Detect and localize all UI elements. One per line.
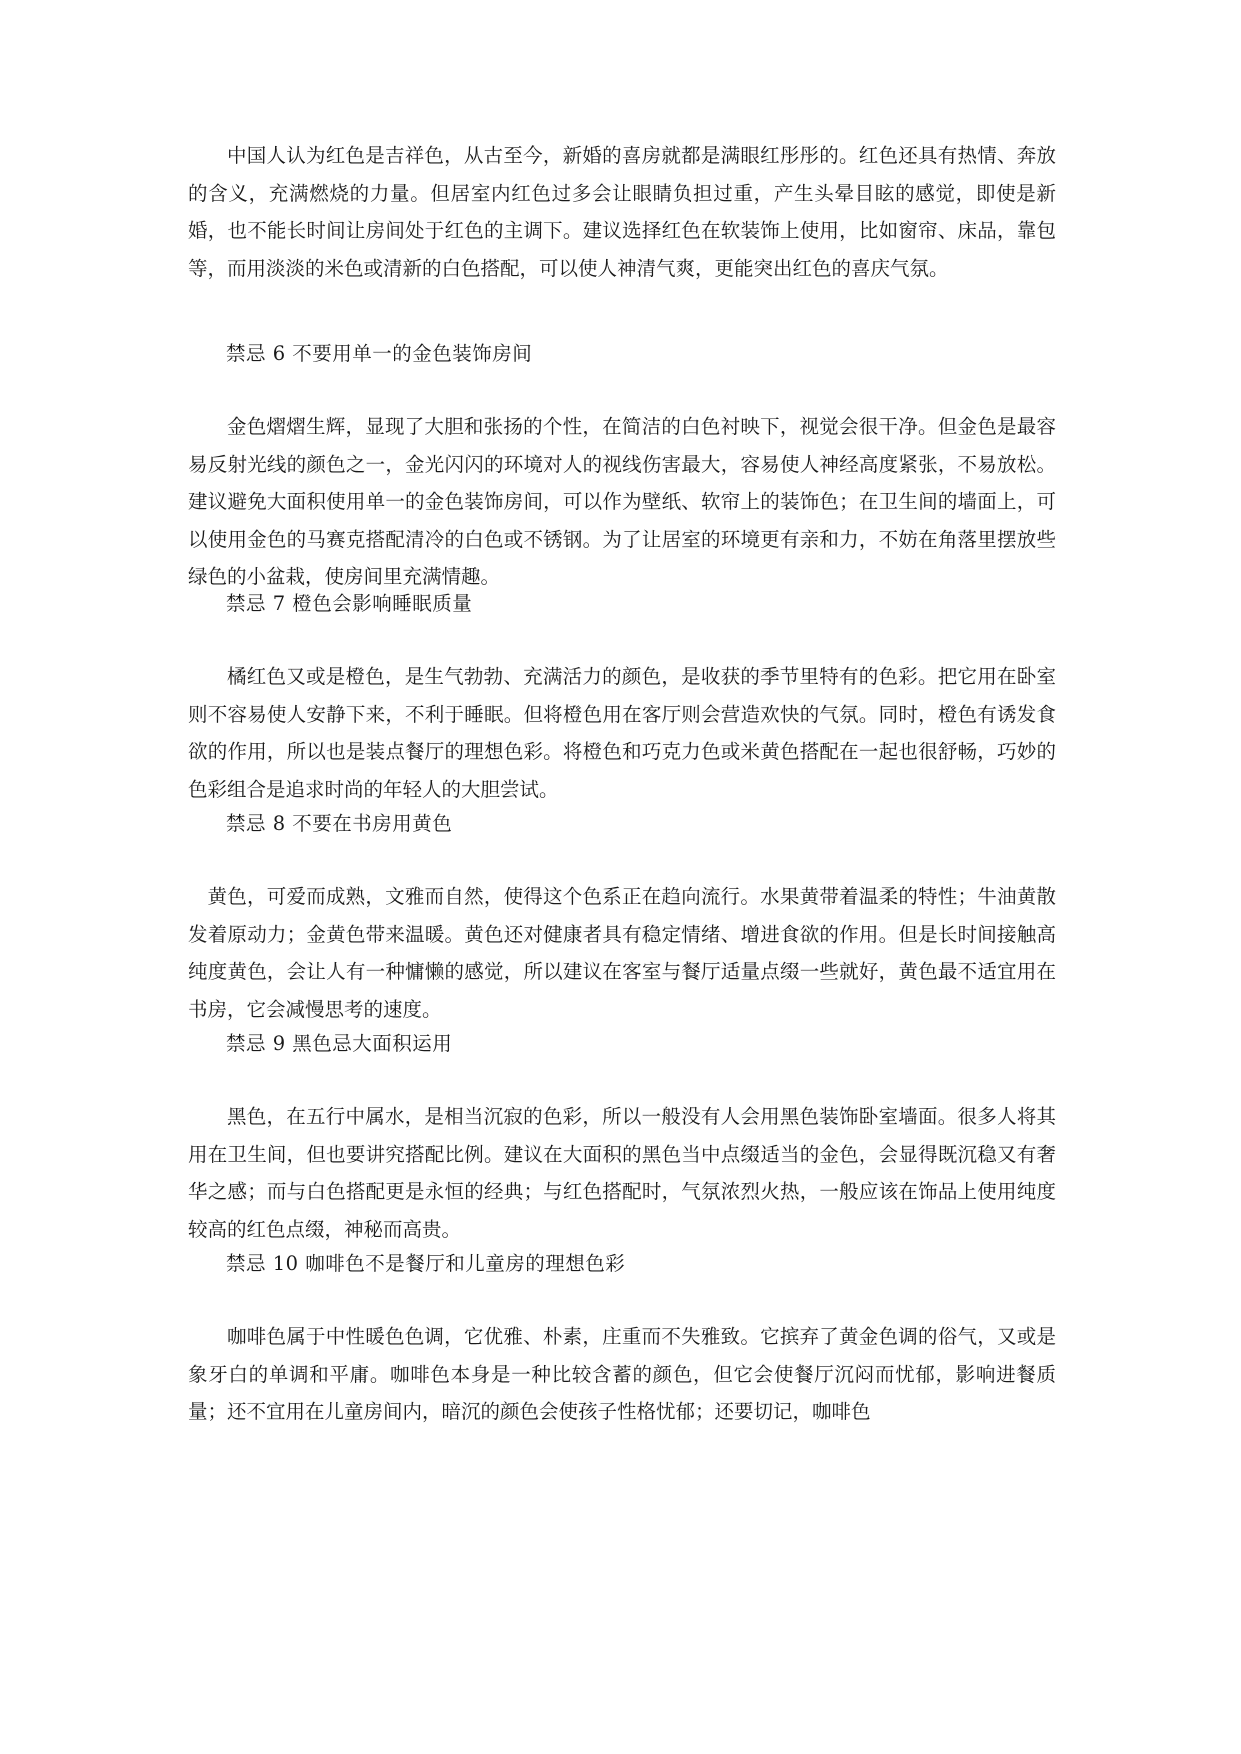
heading-taboo-9: 禁忌 9 黑色忌大面积运用 [226, 1032, 453, 1055]
paragraph-red: 中国人认为红色是吉祥色，从古至今，新婚的喜房就都是满眼红彤彤的。红色还具有热情、奔放的含义，充满燃烧的力量。但居室内红色过多会让眼睛负担过重，产生头晕目眩的感觉，即使是新婚，也不能长时间让房间处于红色的主调下。建议选择红色在软装饰上使用，比如窗帘、床品，靠包等，而用淡淡的米色或清新的白色搭配，可以使人神清气爽，更能突出红色的喜庆气氛。 [188, 144, 1056, 280]
heading-taboo-6: 禁忌 6 不要用单一的金色装饰房间 [226, 342, 533, 365]
paragraph-coffee: 咖啡色属于中性暖色色调，它优雅、朴素，庄重而不失雅致。它摈弃了黄金色调的俗气，又或是象牙白的单调和平庸。咖啡色本身是一种比较含蓄的颜色，但它会使餐厅沉闷而忧郁，影响进餐质量；还不宜用在儿童房间内，暗沉的颜色会使孩子性格忧郁；还要切记，咖啡色 [188, 1325, 1056, 1423]
paragraph-yellow: 黄色，可爱而成熟，文雅而自然，使得这个色系正在趋向流行。水果黄带着温柔的特性；牛油黄散发着原动力；金黄色带来温暖。黄色还对健康者具有稳定情绪、增进食欲的作用。但是长时间接触高纯度黄色，会让人有一种慵懒的感觉，所以建议在客室与餐厅适量点缀一些就好，黄色最不适宜用在书房，它会减慢思考的速度。 [188, 885, 1056, 1021]
heading-taboo-8: 禁忌 8 不要在书房用黄色 [226, 812, 453, 835]
heading-taboo-10: 禁忌 10 咖啡色不是餐厅和儿童房的理想色彩 [226, 1252, 626, 1275]
paragraph-gold: 金色熠熠生辉，显现了大胆和张扬的个性，在简洁的白色衬映下，视觉会很干净。但金色是最容易反射光线的颜色之一，金光闪闪的环境对人的视线伤害最大，容易使人神经高度紧张，不易放松。建议避免大面积使用单一的金色装饰房间，可以作为壁纸、软帘上的装饰色；在卫生间的墙面上，可以使用金色的马赛克搭配清冷的白色或不锈钢。为了让居室的环境更有亲和力，不妨在角落里摆放些绿色的小盆栽，使房间里充满情趣。 [188, 415, 1056, 588]
heading-taboo-7: 禁忌 7 橙色会影响睡眠质量 [226, 592, 473, 615]
paragraph-orange: 橘红色又或是橙色，是生气勃勃、充满活力的颜色，是收获的季节里特有的色彩。把它用在卧室则不容易使人安静下来，不利于睡眠。但将橙色用在客厅则会营造欢快的气氛。同时，橙色有诱发食欲的作用，所以也是装点餐厅的理想色彩。将橙色和巧克力色或米黄色搭配在一起也很舒畅，巧妙的色彩组合是追求时尚的年轻人的大胆尝试。 [188, 665, 1056, 801]
paragraph-black: 黑色，在五行中属水，是相当沉寂的色彩，所以一般没有人会用黑色装饰卧室墙面。很多人将其用在卫生间，但也要讲究搭配比例。建议在大面积的黑色当中点缀适当的金色，会显得既沉稳又有奢华之感；而与白色搭配更是永恒的经典；与红色搭配时，气氛浓烈火热，一般应该在饰品上使用纯度较高的红色点缀，神秘而高贵。 [188, 1105, 1056, 1241]
